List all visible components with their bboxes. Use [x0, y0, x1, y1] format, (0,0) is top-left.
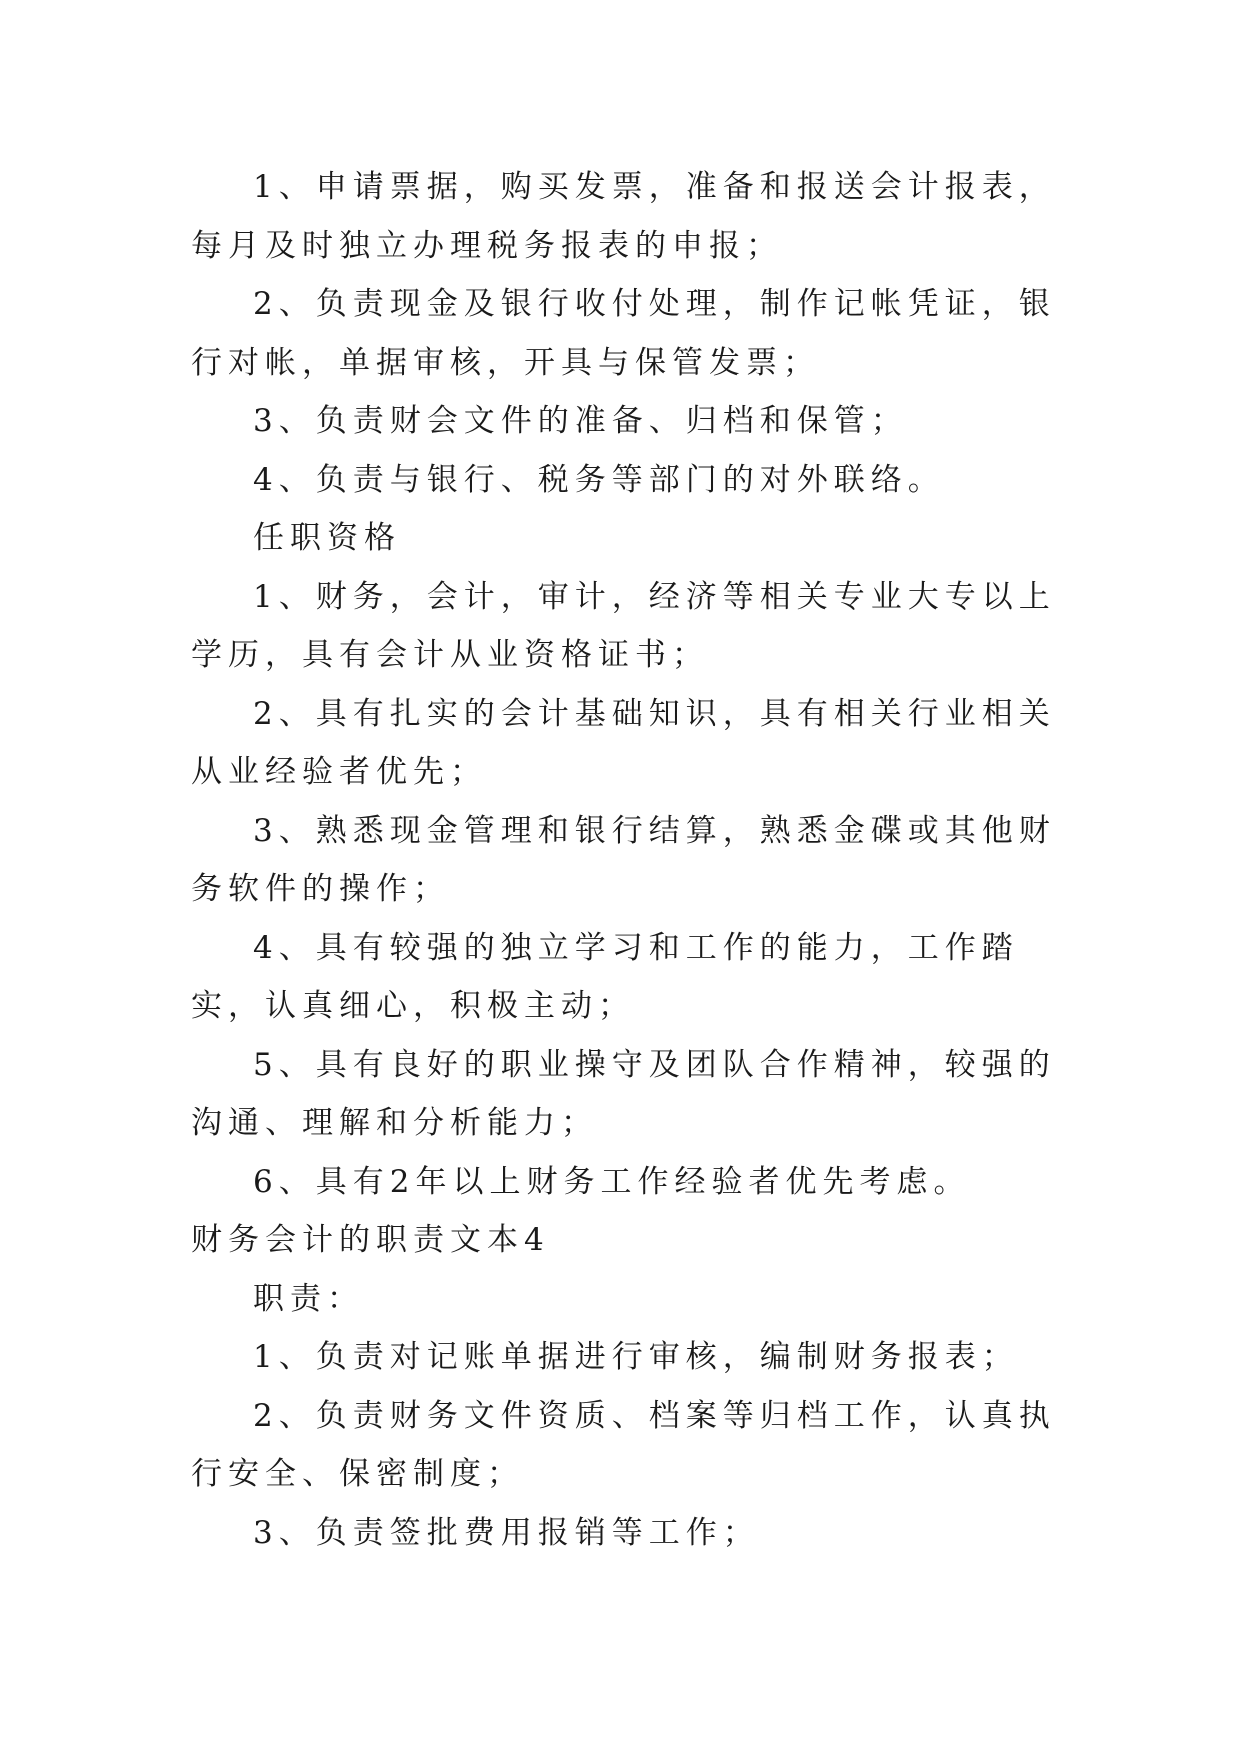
paragraph-qualification-4: 4、具有较强的独立学习和工作的能力，工作踏实，认真细心，积极主动； — [191, 929, 1019, 1024]
document-body — [191, 158, 1071, 1562]
paragraph-text4-duty-1: 1、负责对记账单据进行审核，编制财务报表； — [253, 1339, 1019, 1375]
paragraph-qualification-5: 5、具有良好的职业操守及团队合作精神，较强的沟通、理解和分析能力； — [191, 1046, 1056, 1141]
paragraph-duty-3: 3、负责财会文件的准备、归档和保管； — [253, 403, 908, 439]
section-heading-duties: 职责： — [253, 1280, 364, 1317]
paragraph-text4-duty-2: 2、负责财务文件资质、档案等归档工作，认真执行安全、保密制度； — [191, 1397, 1056, 1492]
paragraph-qualification-1: 1、财务，会计，审计，经济等相关专业大专以上学历，具有会计从业资格证书； — [191, 578, 1056, 673]
paragraph-qualification-6: 6、具有2年以上财务工作经验者优先考虑。 — [253, 1163, 971, 1200]
paragraph-text4-duty-3: 3、负责签批费用报销等工作； — [253, 1514, 760, 1551]
paragraph-duty-1: 1、申请票据，购买发票，准备和报送会计报表，每月及时独立办理税务报表的申报； — [191, 169, 1056, 264]
paragraph-duty-2: 2、负责现金及银行收付处理，制作记帐凭证，银行对帐，单据审核，开具与保管发票； — [191, 286, 1056, 381]
paragraph-duty-4: 4、负责与银行、税务等部门的对外联络。 — [253, 461, 945, 498]
paragraph-qualification-2: 2、具有扎实的会计基础知识，具有相关行业相关从业经验者优先； — [191, 695, 1056, 790]
section-title-text-4: 财务会计的职责文本4 — [191, 1222, 550, 1258]
paragraph-qualification-3: 3、熟悉现金管理和银行结算，熟悉金碟或其他财务软件的操作； — [191, 812, 1056, 907]
section-heading-qualifications: 任职资格 — [253, 520, 401, 556]
